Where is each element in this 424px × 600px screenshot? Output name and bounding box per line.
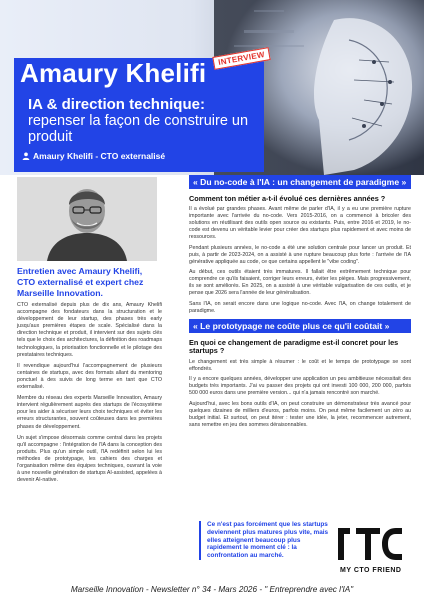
section2-heading: « Le prototypage ne coûte plus ce qu'il coûtait »: [189, 319, 411, 333]
left-paragraph: Un sujet s'impose désormais comme central dans les projets qu'il accompagne : l'intégration de l'IA dans la conception des produits. Plus qu'un simple outil, l'IA redéfinit selon lui les méthodes de prototypage, les cahiers des charges et l'organisation même des équipes techniques, ouvrant la voie à une nouvelle génération de startups AI-assisted, appelées à devenir AI-native.: [17, 434, 162, 484]
author-name: Amaury Khelifi - CTO externalisé: [33, 151, 166, 161]
subtitle-line2: repenser la façon de construire un produit: [28, 113, 249, 145]
section1-body: [189, 206, 411, 315]
footer: Marseille Innovation - Newsletter n° 34 - Mars 2026 - " Entreprendre avec l'IA": [70, 585, 354, 594]
left-paragraph: CTO externalisé depuis plus de dix ans, Amaury Khelifi accompagne des fondateurs dans la structuration et le développement de leur startup, des phases très early jusqu'aux premières étapes de scale. Spécialisé dans la direction technique et produit, il intervient sur des sujets clés tels que le choix des architectures, la définition des roadmaps technologiques, la priorisation fonctionnelle et le pilotage des prestataires techniques.: [17, 302, 162, 358]
pull-quote: Ce n'est pas forcément que les startups deviennent plus matures plus vite, mais elles atteignent beaucoup plus rapidement le moment clé : la confrontation au marché.: [199, 521, 335, 560]
interview-tag: INTERVIEW: [212, 47, 270, 70]
intro-heading: Entretien avec Amaury Khelifi, CTO externalisé et expert chez Marseille Innovation.: [17, 266, 144, 298]
section1-paragraph: Sans l'IA, on serait encore dans une logique no-code. Avec l'IA, on change totalement de paradigme.: [189, 300, 411, 314]
section2-question: En quoi ce changement de paradigme est-il concret pour les startups ?: [189, 337, 399, 356]
section2-body: [189, 359, 411, 429]
section2-paragraph: Aujourd'hui, avec les bons outils d'IA, on peut construire un démonstrateur très avancé pour quelques dizaines de milliers d'euros, parfois moins. On peut même facilement un zéro au budget initial. Et surtout, on peut itérer : tester une idée, la jeter, recommencer autrement, sans remettre en jeu des sommes déraisonnables.: [189, 400, 411, 428]
right-column: [189, 175, 411, 432]
left-body: [17, 302, 162, 488]
left-paragraph: Il revendique aujourd'hui l'accompagnement de plusieurs centaines de startups, avec des formats allant du mentoring ponctuel à des suivis de long terme en tant que CTO externalisé.: [17, 362, 162, 391]
section1-heading: « Du no-code à l'IA : un changement de paradigme »: [189, 175, 411, 189]
author-line: [22, 151, 165, 161]
section2-paragraph: Le changement est très simple à résumer : le coût et le temps de prototypage se sont effondrés.: [189, 358, 411, 372]
left-paragraph: Membre du réseau des experts Marseille Innovation, Amaury intervient régulièrement auprès des startups de l'écosystème pour les aider à sécuriser leurs choix techniques et éviter les erreurs structurantes, souvent coûteuses dans les premières phases de développement.: [17, 395, 162, 430]
section1-paragraph: Il a évolué par grandes phases. Avant même de parler d'IA, il y a eu une première rupture importante avec l'arrivée du no-code. Vers 2015-2016, on a commencé à bricoler des solutions en réutilisant des outils open source ou existants. Puis, entre 2016 et 2019, le no-code est devenu un véritable levier pour créer des startups plus rapidement et avec moins de ressources.: [189, 206, 411, 241]
interviewee-name: Amaury Khelifi: [20, 58, 207, 88]
section1-question: Comment ton métier a-t-il évolué ces dernières années ?: [189, 194, 386, 203]
person-icon: [22, 152, 30, 160]
subtitle-line1: IA & direction technique:: [28, 96, 205, 113]
logo-text: MY CTO FRIEND: [340, 567, 402, 574]
section2-paragraph: Il y a encore quelques années, développer une application un peu ambitieuse nécessitait des budgets très importants. J'ai vu passer des projets qui ont investi 100 000, 200 000, parfois 500 000 euros dans une première version... qui n'a jamais rencontré son marché.: [189, 376, 411, 397]
portrait-photo: [17, 177, 157, 261]
section1-paragraph: Pendant plusieurs années, le no-code a été une solution centrale pour lancer un produit. Et puis, à partir de 2023-2024, on a assisté à une rupture beaucoup plus forte : l'arrivée de l'IA générative appliquée au code, ce que certains appellent le "vibe coding".: [189, 244, 411, 265]
my-cto-friend-logo-icon: [330, 517, 410, 573]
section1-paragraph: Au début, ces outils étaient très immatures. Il fallait être extrêmement technique pour comprendre ce qu'ils faisaient, corriger leurs erreurs, éviter les pièges. Mais progressivement, ils se sont améliorés. En 2025, on a assisté à une véritable vulgarisation de ces outils, et je pense que 2026 sera l'année de leur généralisation.: [189, 269, 411, 297]
